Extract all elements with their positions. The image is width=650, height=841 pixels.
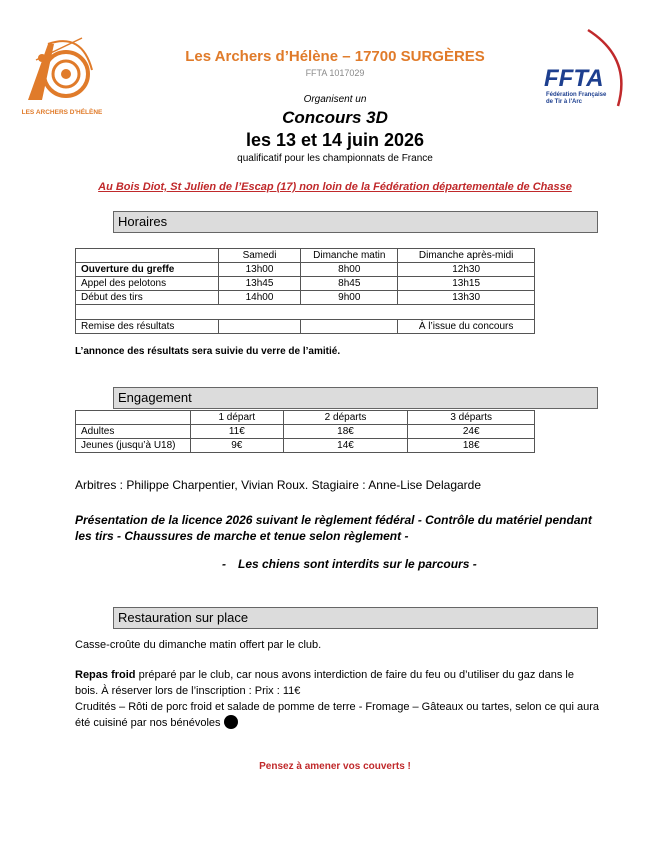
table-cell — [301, 320, 398, 334]
event-title: Concours 3D — [282, 108, 388, 127]
menu-description: Crudités – Rôti de porc froid et salade de pomme de terre - Fromage – Gâteaux ou tartes, selon ce qui aura été cuisiné par nos bénévoles — [75, 701, 599, 729]
ffta-logo — [540, 28, 630, 110]
table-cell: 24€ — [408, 425, 535, 439]
table-row-empty — [76, 305, 535, 320]
dogs-rule-dash: - — [222, 557, 226, 571]
table-cell: 14h00 — [218, 291, 301, 305]
table-cell — [218, 320, 301, 334]
row-label: Jeunes (jusqu’à U18) — [76, 439, 191, 453]
ffta-logo-subtitle-2: de Tir à l'Arc — [546, 99, 582, 105]
table-cell: 11€ — [190, 425, 283, 439]
table-row — [76, 439, 535, 453]
table-cell: 8h00 — [301, 263, 398, 277]
column-header: Samedi — [218, 249, 301, 263]
column-header: Dimanche après-midi — [398, 249, 535, 263]
dogs-rule — [222, 557, 477, 571]
club-title: Les Archers d’Hélène – 17700 SURGÈRES — [185, 48, 485, 65]
column-header: Dimanche matin — [301, 249, 398, 263]
logo-left-text: LES ARCHERS D'HÉLÈNE — [22, 109, 102, 116]
table-row — [76, 320, 535, 334]
table-row — [76, 277, 535, 291]
repas-text — [75, 667, 600, 699]
table-cell — [76, 411, 191, 425]
event-date: les 13 et 14 juin 2026 — [245, 130, 425, 150]
ffta-logo-text: FFTA — [544, 65, 604, 92]
column-header: 2 départs — [283, 411, 408, 425]
casse-croute-text: Casse-croûte du dimanche matin offert par le club. — [75, 639, 322, 651]
table-cell — [76, 305, 535, 320]
table-cell: 18€ — [408, 439, 535, 453]
row-label: Remise des résultats — [76, 320, 219, 334]
repas-bold: Repas froid — [75, 669, 136, 681]
table-row — [76, 263, 535, 277]
table-cell: À l’issue du concours — [398, 320, 535, 334]
location-text: Au Bois Diot, St Julien de l’Escap (17) non loin de la Fédération départementale de Chasse — [98, 181, 572, 193]
table-cell: 13h45 — [218, 277, 301, 291]
menu-text — [75, 699, 600, 731]
table-cell: 13h15 — [398, 277, 535, 291]
row-label: Ouverture du greffe — [76, 263, 219, 277]
table-cell: 14€ — [283, 439, 408, 453]
archers-helene-logo — [22, 30, 102, 120]
ffta-logo-subtitle-1: Fédération Française — [546, 92, 607, 98]
row-label: Adultes — [76, 425, 191, 439]
table-cell: 18€ — [283, 425, 408, 439]
bullet-dot-icon — [224, 715, 238, 729]
restauration-section-title: Restauration sur place — [113, 607, 598, 629]
table-cell: 9h00 — [301, 291, 398, 305]
table-row — [76, 425, 535, 439]
table-row — [76, 411, 535, 425]
organise-text: Organisent un — [303, 94, 367, 105]
table-cell: 13h30 — [398, 291, 535, 305]
dogs-rule-text: Les chiens sont interdits sur le parcours - — [238, 557, 477, 571]
table-row — [76, 291, 535, 305]
table-cell: 13h00 — [218, 263, 301, 277]
column-header: 1 départ — [190, 411, 283, 425]
column-header: 3 départs — [408, 411, 535, 425]
table-cell: 12h30 — [398, 263, 535, 277]
repas-description: préparé par le club, car nous avons interdiction de faire du feu ou d’utiliser du gaz dans le bois. À réserver lors de l’inscription : Prix : 11€ — [75, 669, 574, 697]
engagement-section-title: Engagement — [113, 387, 598, 409]
row-label: Début des tirs — [76, 291, 219, 305]
row-label: Appel des pelotons — [76, 277, 219, 291]
table-cell: 9€ — [190, 439, 283, 453]
presentation-text: Présentation de la licence 2026 suivant le règlement fédéral - Contrôle du matériel pendant les tirs - Chaussures de marche et tenue selon règlement - — [75, 513, 592, 543]
table-cell — [76, 249, 219, 263]
table-row — [76, 249, 535, 263]
horaires-section-title: Horaires — [113, 211, 598, 233]
reminder-text: Pensez à amener vos couverts ! — [259, 761, 411, 772]
table-cell: 8h45 — [301, 277, 398, 291]
arbitres-text: Arbitres : Philippe Charpentier, Vivian Roux. Stagiaire : Anne-Lise Delagarde — [75, 478, 482, 492]
horaires-table — [75, 248, 535, 334]
results-note: L’annonce des résultats sera suivie du verre de l’amitié. — [75, 346, 341, 357]
qualification-text: qualificatif pour les championnats de France — [237, 153, 433, 164]
engagement-table — [75, 410, 535, 453]
club-id: FFTA 1017029 — [305, 68, 365, 78]
